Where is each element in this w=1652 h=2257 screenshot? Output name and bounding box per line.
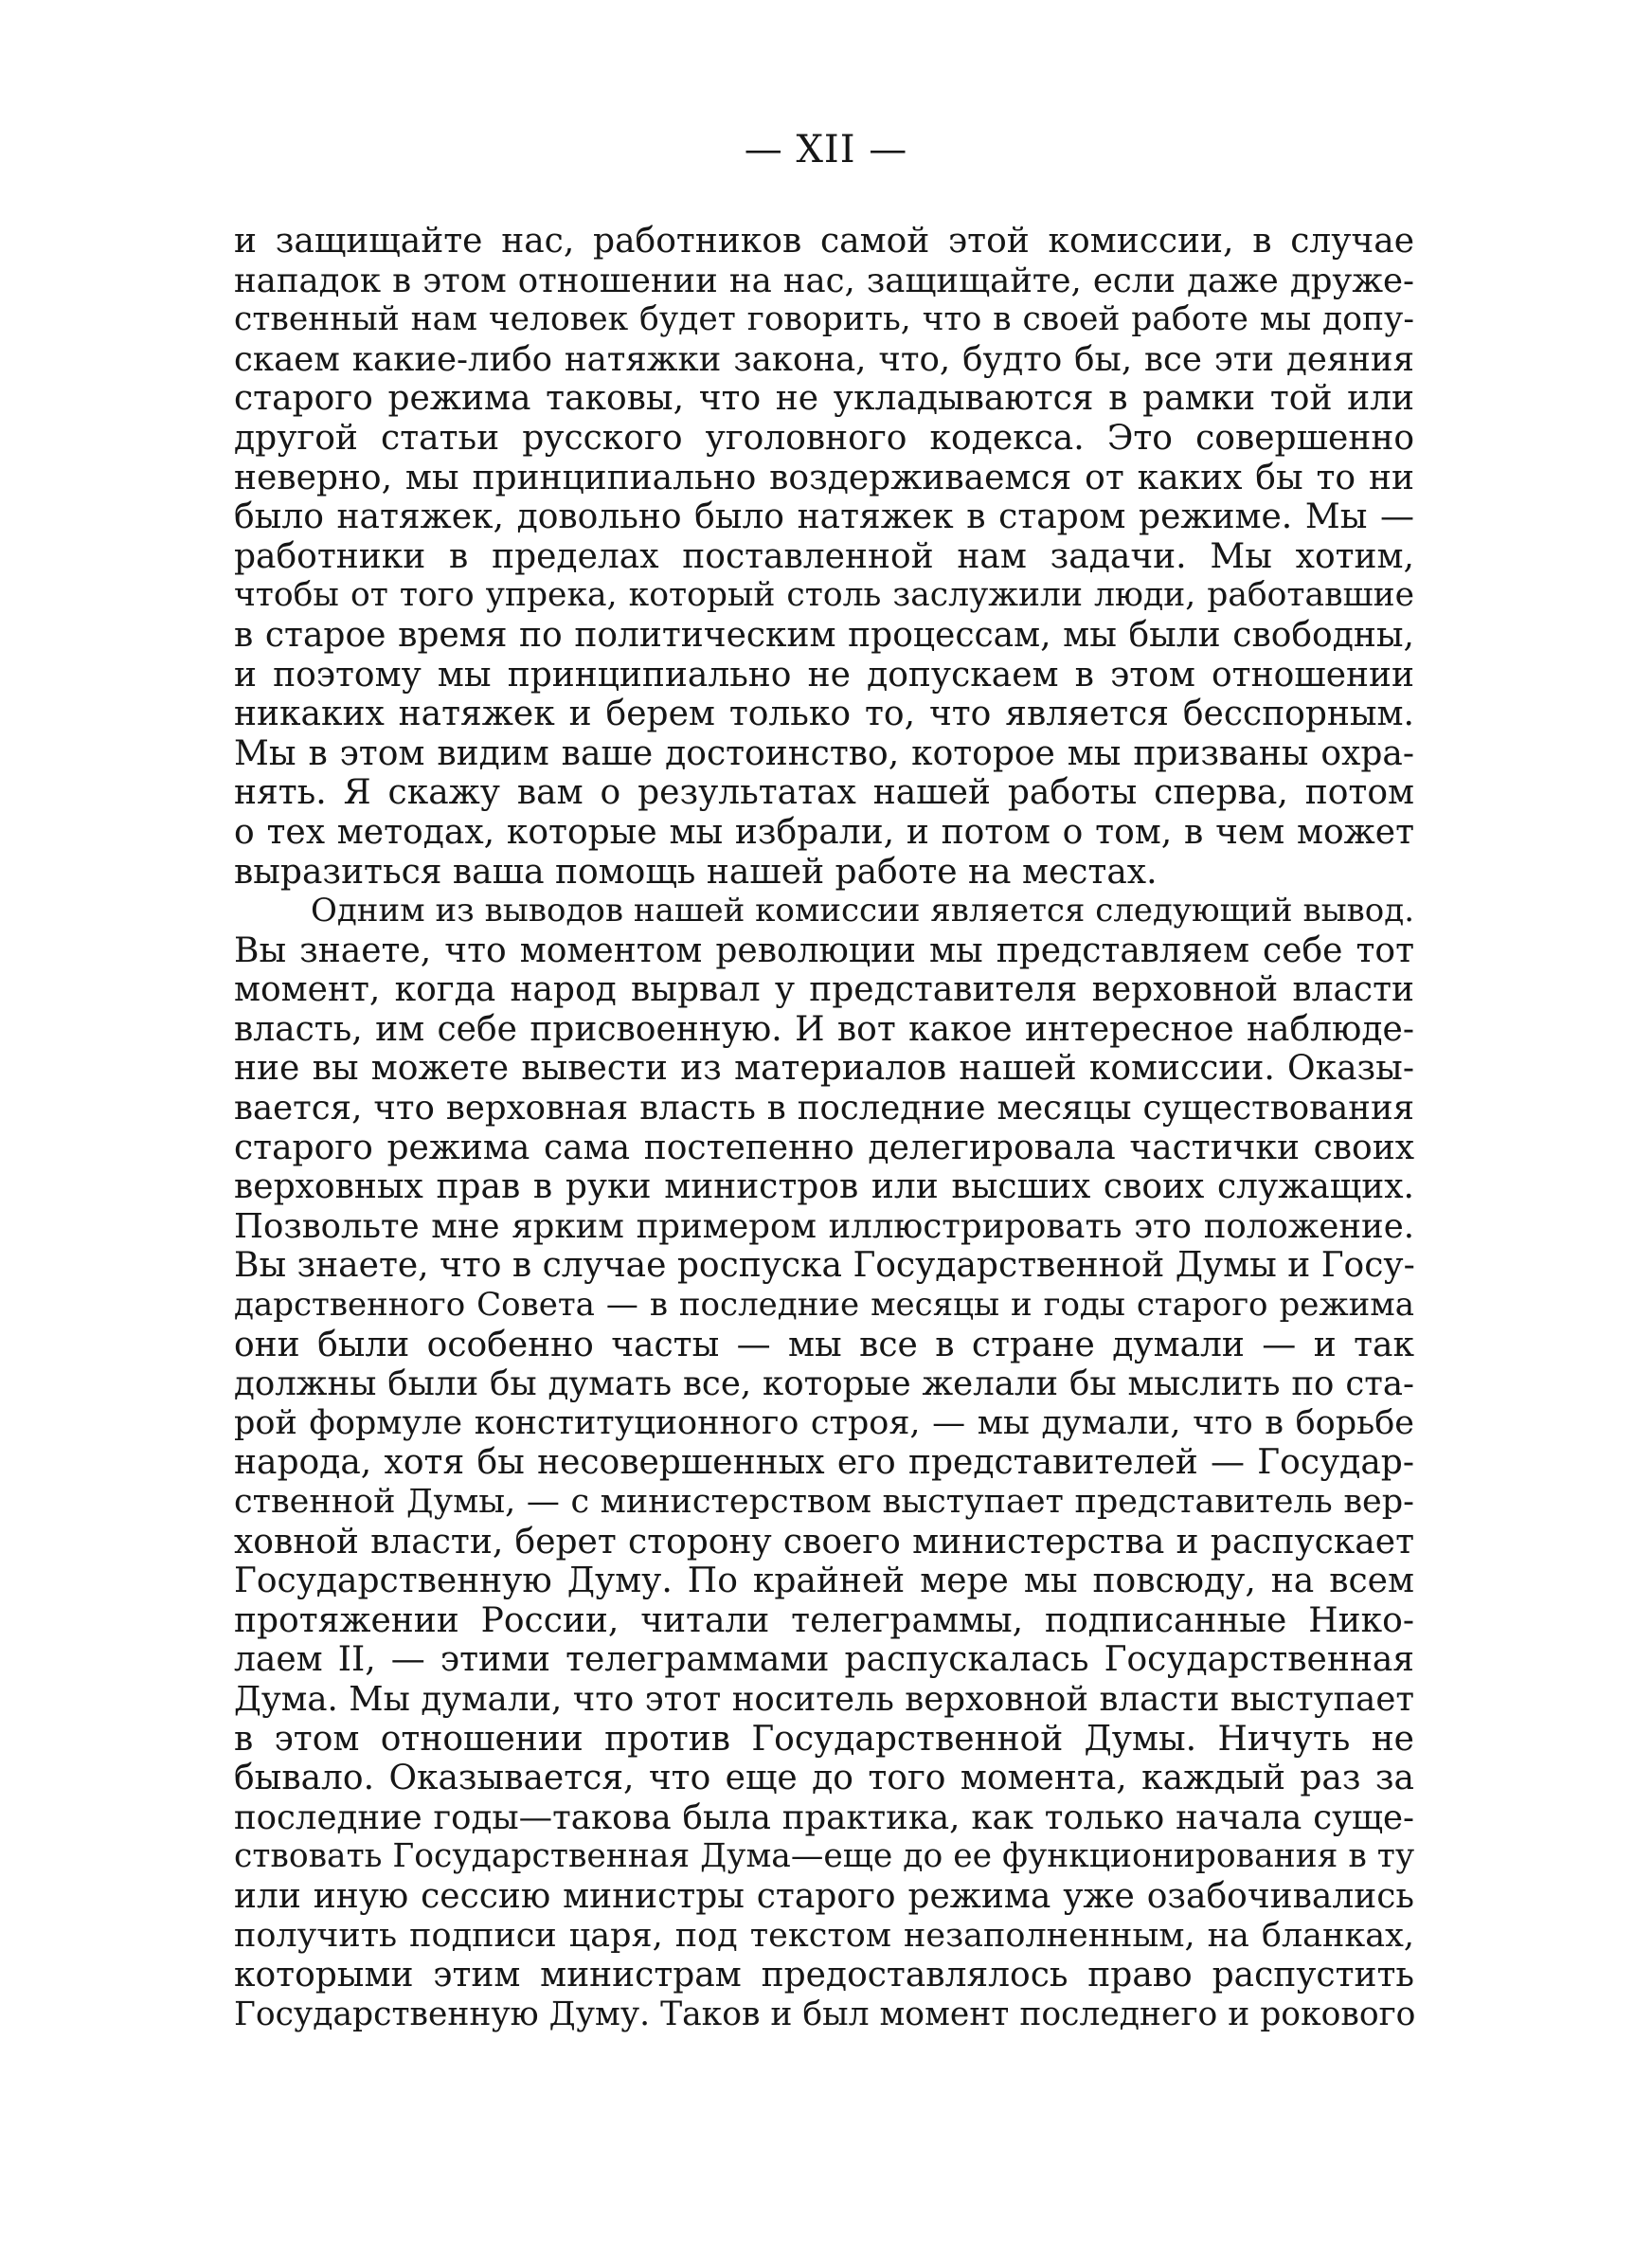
- text-line: чтобы от того упрека, который столь заслужили люди, работавшие: [234, 576, 1414, 615]
- text-line: никаких натяжек и берем только то, что является бесспорным.: [234, 695, 1414, 734]
- text-line: бывало. Оказывается, что еще до того момента, каждый раз за: [234, 1759, 1414, 1798]
- text-line: получить подписи царя, под текстом незаполненным, на бланках,: [234, 1916, 1414, 1955]
- text-line: было натяжек, довольно было натяжек в старом режиме. Мы —: [234, 497, 1414, 537]
- text-line: старого режима таковы, что не укладываются в рамки той или: [234, 379, 1414, 419]
- text-line: и защищайте нас, работников самой этой комиссии, в случае: [234, 222, 1414, 261]
- text-line: момент, когда народ вырвал у представителя верховной власти: [234, 970, 1414, 1010]
- text-line: ние вы можете вывести из материалов нашей комиссии. Оказы-: [234, 1049, 1414, 1089]
- text-line: последние годы—такова была практика, как только начала суще-: [234, 1797, 1414, 1837]
- text-line: народа, хотя бы несовершенных его представителей — Государ-: [234, 1443, 1414, 1483]
- text-line: в старое время по политическим процессам, мы были свободны,: [234, 615, 1414, 655]
- text-line: ствовать Государственная Дума—еще до ее функционирования в ту: [234, 1837, 1415, 1876]
- text-line: Вы знаете, что моментом революции мы представляем себе тот: [234, 930, 1414, 970]
- text-line: Мы в этом видим ваше достоинство, которое мы призваны охра-: [234, 733, 1414, 773]
- text-line: и поэтому мы принципиально не допускаем в этом отношении: [234, 655, 1414, 695]
- text-line: нять. Я скажу вам о результатах нашей работы сперва, потом: [234, 773, 1414, 813]
- text-line: протяжении России, читали телеграммы, подписанные Нико-: [234, 1600, 1414, 1640]
- text-line: работники в пределах поставленной нам задачи. Мы хотим,: [234, 536, 1414, 576]
- text-line: Одним из выводов нашей комиссии является следующий вывод.: [311, 892, 1414, 930]
- page-number: — XII —: [744, 128, 908, 172]
- text-line: Дума. Мы думали, что этот носитель верховной власти выступает: [234, 1679, 1414, 1719]
- text-line: ственной Думы, — с министерством выступает представитель вер-: [234, 1483, 1414, 1521]
- text-line: которыми этим министрам предоставлялось право распустить: [234, 1956, 1414, 1995]
- text-line: или иную сессию министры старого режима уже озабочивались: [234, 1876, 1414, 1916]
- text-line: верховных прав в руки министров или высших своих служащих.: [234, 1167, 1414, 1207]
- text-line: власть, им себе присвоенную. И вот какое интересное наблюде-: [234, 1009, 1414, 1049]
- text-line: Позвольте мне ярким примером иллюстрировать это положение.: [234, 1206, 1414, 1246]
- text-line: другой статьи русского уголовного кодекса. Это совершенно: [234, 418, 1414, 458]
- text-line: лаем II, — этими телеграммами распускалась Государственная: [234, 1640, 1414, 1680]
- body-text: [234, 222, 1414, 2034]
- text-line: скаем какие-либо натяжки закона, что, будто бы, все эти деяния: [234, 339, 1414, 379]
- text-line: дарственного Совета — в последние месяцы и годы старого режима: [234, 1286, 1414, 1325]
- text-line: должны были бы думать все, которые желали бы мыслить по ста-: [234, 1364, 1414, 1404]
- text-line: о тех методах, которые мы избрали, и потом о том, в чем может: [234, 812, 1414, 852]
- text-line: они были особенно часты — мы все в стране думали — и так: [234, 1325, 1414, 1364]
- text-line: рой формуле конституционного строя, — мы думали, что в борьбе: [234, 1403, 1414, 1442]
- text-line: нападок в этом отношении на нас, защищайте, если даже друже-: [234, 261, 1414, 300]
- text-line: в этом отношении против Государственной Думы. Ничуть не: [234, 1719, 1414, 1759]
- text-line: Государственную Думу. Таков и был момент последнего и рокового: [234, 1995, 1416, 2033]
- text-line: вается, что верховная власть в последние месяцы существования: [234, 1089, 1414, 1128]
- text-line: Государственную Думу. По крайней мере мы повсюду, на всем: [234, 1562, 1414, 1601]
- text-line: старого режима сама постепенно делегировала частички своих: [234, 1128, 1414, 1167]
- text-line: ховной власти, берет сторону своего министерства и распускает: [234, 1522, 1414, 1562]
- text-line: выразиться ваша помощь нашей работе на местах.: [234, 852, 1158, 892]
- text-line: Вы знаете, что в случае роспуска Государственной Думы и Госу-: [234, 1246, 1415, 1286]
- text-line: неверно, мы принципиально воздерживаемся от каких бы то ни: [234, 458, 1414, 497]
- text-line: ственный нам человек будет говорить, что в своей работе мы допу-: [234, 300, 1414, 339]
